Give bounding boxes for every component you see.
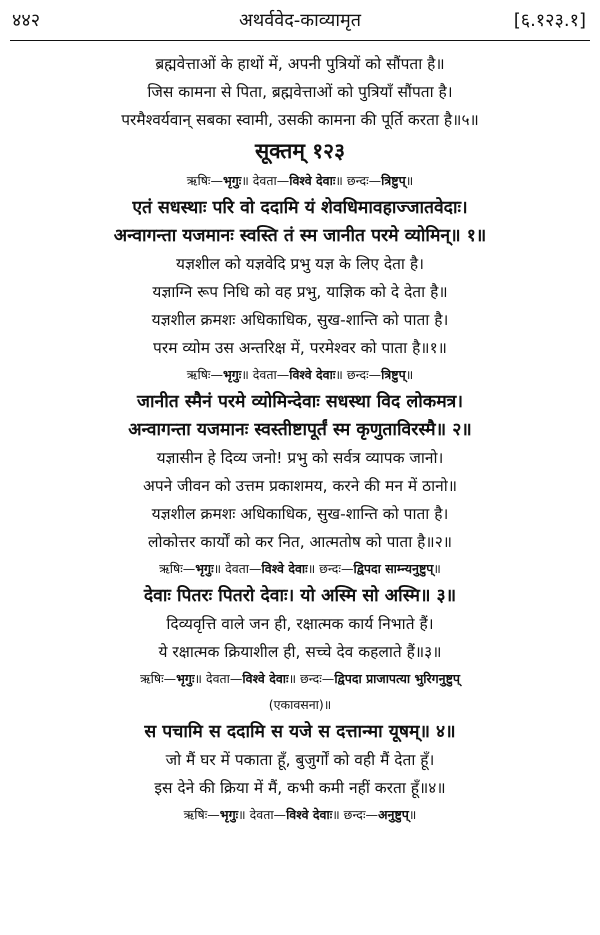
metadata-value: त्रिष्टुप् xyxy=(381,367,406,382)
metadata-label: ॥ छन्दः— xyxy=(307,561,354,576)
header-rule xyxy=(10,40,590,41)
metadata-line xyxy=(0,168,600,194)
metadata-label: ॥ छन्दः— xyxy=(332,807,378,822)
verse-line: अन्वागन्ता यजमानः स्वस्ति तं स्म जानीत परमे व्योमिन्॥ १॥ xyxy=(113,226,487,246)
metadata-value: भृगुः xyxy=(222,173,242,188)
translation-line: जो मैं घर में पकाता हूँ, बुजुर्गों को वही मैं देता हूँ। xyxy=(165,751,435,769)
metadata-label: ॥ छन्दः— xyxy=(288,671,335,686)
translation-line: ब्रह्मवेत्ताओं के हाथों में, अपनी पुत्रियों को सौंपता है॥ xyxy=(155,55,445,73)
metadata-value: भृगुः xyxy=(176,671,195,686)
metadata-value: भृगुः xyxy=(195,561,214,576)
verse-reference: [६.१२३.१] xyxy=(513,10,586,31)
translation-line: यज्ञशील क्रमशः अधिकाधिक, सुख-शान्ति को पाता है। xyxy=(151,505,449,523)
metadata-label: ॥ xyxy=(405,367,414,382)
metadata-label: ऋषिः— xyxy=(186,367,223,382)
verse-line: जानीत स्मैनं परमे व्योमिन्देवाः सधस्था विद लोकमत्र। xyxy=(137,392,463,412)
translation-line: जिस कामना से पिता, ब्रह्मवेत्ताओं को पुत्रियाँ सौंपता है। xyxy=(147,83,453,101)
metadata-line xyxy=(0,802,600,828)
metadata-label: ऋषिः— xyxy=(186,173,223,188)
translation-line: लोकोत्तर कार्यों को कर नित, आत्मतोष को पाता है॥२॥ xyxy=(147,533,453,551)
translation-line: ये रक्षात्मक क्रियाशील ही, सच्चे देव कहलाते हैं॥३॥ xyxy=(158,643,442,661)
translation-line: इस देने की क्रिया में मैं, कभी कमी नहीं करता हूँ॥४॥ xyxy=(154,779,446,797)
metadata-label: ॥ छन्दः— xyxy=(335,173,382,188)
translation-line: यज्ञाग्नि रूप निधि को वह प्रभु, याज्ञिक को दे देता है॥ xyxy=(152,283,448,301)
translation-line: परम व्योम उस अन्तरिक्ष में, परमेश्वर को पाता है॥१॥ xyxy=(153,339,447,357)
page-number: ४४२ xyxy=(12,10,41,31)
metadata-value: भृगुः xyxy=(219,807,239,822)
metadata-label: ॥ देवता— xyxy=(213,561,262,576)
metadata-line: (एकावसना)॥ xyxy=(268,697,332,712)
verse-line: अन्वागन्ता यजमानः स्वस्तीष्टापूर्तं स्म कृणुताविरस्मै॥ २॥ xyxy=(128,420,472,440)
metadata-label: ॥ छन्दः— xyxy=(335,367,382,382)
verse-line: देवाः पितरः पितरो देवाः। यो अस्मि सो अस्मि॥ ३॥ xyxy=(143,586,457,606)
translation-line: अपने जीवन को उत्तम प्रकाशमय, करने की मन में ठानो॥ xyxy=(142,477,457,495)
metadata-value: विश्वे देवाः xyxy=(242,671,289,686)
metadata-value: भृगुः xyxy=(222,367,242,382)
metadata-label: ॥ xyxy=(408,807,417,822)
metadata-line xyxy=(0,556,600,582)
verse-line: स पचामि स ददामि स यजे स दत्तान्मा यूषम्॥ ४॥ xyxy=(144,722,456,742)
metadata-line xyxy=(0,666,600,692)
metadata-label: ॥ xyxy=(405,173,414,188)
page-header xyxy=(0,0,600,40)
translation-line: परमैश्वर्यवान् सबका स्वामी, उसकी कामना की पूर्ति करता है॥५॥ xyxy=(121,111,479,129)
metadata-label: ॥ xyxy=(433,561,441,576)
metadata-value: विश्वे देवाः xyxy=(286,807,333,822)
metadata-value: अनुष्टुप् xyxy=(377,807,409,822)
metadata-value: द्विपदा साम्न्यनुष्टुप् xyxy=(353,561,434,576)
metadata-label: ऋषिः— xyxy=(139,671,177,686)
translation-line: दिव्यवृत्ति वाले जन ही, रक्षात्मक कार्य निभाते हैं। xyxy=(166,615,434,633)
metadata-value: विश्वे देवाः xyxy=(261,561,308,576)
metadata-label: ऋषिः— xyxy=(183,807,220,822)
metadata-value: विश्वे देवाः xyxy=(289,173,336,188)
running-title: अथर्ववेद-काव्यामृत xyxy=(238,10,362,31)
metadata-value: द्विपदा प्राजापत्या भुरिगनुष्टुप् xyxy=(334,671,461,686)
metadata-label: ॥ देवता— xyxy=(241,173,290,188)
metadata-value: त्रिष्टुप् xyxy=(381,173,406,188)
metadata-label: ॥ देवता— xyxy=(238,807,287,822)
verse-line: एतं सधस्थाः परि वो ददामि यं शेवधिमावहाज्जातवेदाः। xyxy=(132,198,468,218)
sukta-title: सूक्तम् १२३ xyxy=(254,139,346,163)
metadata-value: विश्वे देवाः xyxy=(289,367,336,382)
translation-line: यज्ञशील क्रमशः अधिकाधिक, सुख-शान्ति को पाता है। xyxy=(151,311,449,329)
metadata-label: ऋषिः— xyxy=(159,561,196,576)
translation-line: यज्ञासीन हे दिव्य जनो! प्रभु को सर्वत्र व्यापक जानो। xyxy=(156,449,444,467)
metadata-label: ॥ देवता— xyxy=(241,367,290,382)
page-body xyxy=(0,50,600,828)
metadata-label: ॥ देवता— xyxy=(194,671,243,686)
metadata-line xyxy=(0,362,600,388)
translation-line: यज्ञशील को यज्ञवेदि प्रभु यज्ञ के लिए देता है। xyxy=(176,255,424,273)
